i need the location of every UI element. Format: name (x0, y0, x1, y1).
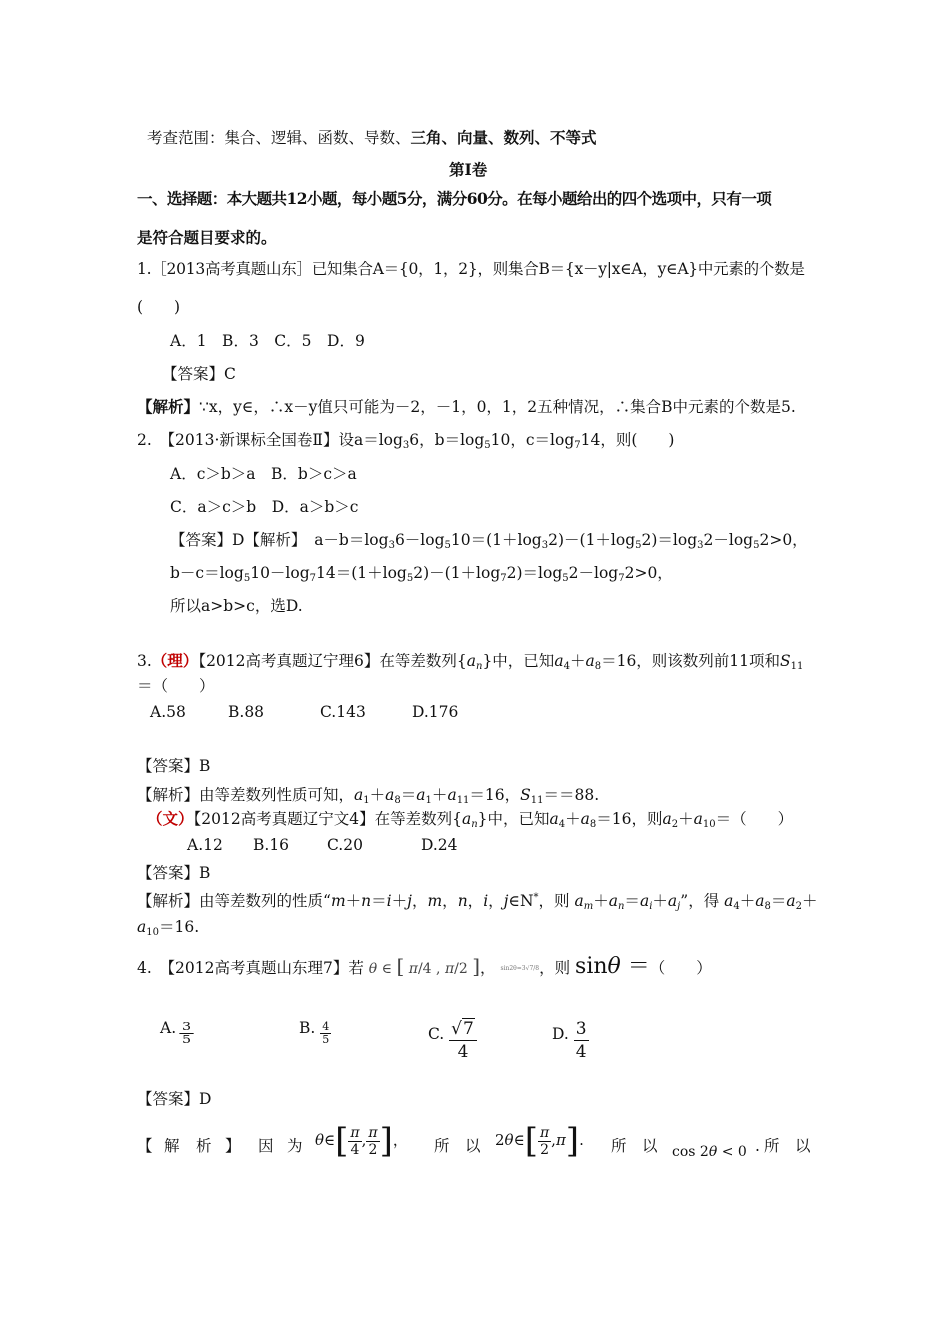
sin-theta-expr: sinθ ＝ (575, 954, 650, 979)
q2-analysis-line2: $b-c=\log_510-\log_714=(1+\log_52)-(1+\log_72)=\log_52-\log_72>0$， (170, 564, 673, 584)
q4-option-a-label: A. (160, 1019, 177, 1037)
q2-answer: 【答案】D【解析】 (170, 531, 299, 549)
scope-bold: 三角、向量、数列、不等式 (410, 128, 597, 147)
q3-stem: 3.（理）【2012高考真题辽宁理6】在等差数列$\{a_n\}$中，已知$a_4+a_8=16$，则该数列前11项和$S_{11}$ (137, 651, 804, 672)
scope-plain: 考查范围：集合、逻辑、函数、导数、 (147, 129, 411, 147)
q1-analysis-label: 【解析】 (137, 397, 200, 416)
q2-stem-text: 2. 【2013·新课标全国卷Ⅱ】设a＝log (137, 431, 403, 449)
q4-analysis-word-4: 】 (225, 1137, 241, 1155)
q1-options: A．1 B．3 C．5 D．9 (170, 332, 365, 350)
q1-analysis (137, 397, 796, 417)
cos-condition: cos 2θ < 0 (672, 1144, 747, 1160)
frac-3-5: $\frac{3}{5}$ (179, 1021, 193, 1046)
q3w-analysis-text: 【解析】由等差数列的性质“ (137, 892, 331, 910)
q3w-tag: （文） (147, 809, 194, 828)
q3-analysis: 【解析】由等差数列性质可知，$a_1+a_8=a_1+a_{11}=16$，$S_{11}==88$. (137, 786, 600, 806)
q3-stem-cont: ＝（ ） (137, 677, 215, 695)
q3-option-b: B.88 (228, 703, 265, 721)
q2-conclusion: 所以a>b>c，选D. (170, 597, 303, 615)
q2-options-2: C．a＞c＞b D．a＞b＞c (170, 498, 359, 516)
q2-answer-analysis: 【答案】D【解析】 $a-b=\log_36-\log_510=(1+\log_32)-(1+\log_52)=\log_32-\log_52>0$， (170, 531, 808, 551)
q4-option-c (428, 1018, 477, 1063)
sin2theta-condition: sin2θ=3√7/8 (500, 965, 540, 972)
q4-stem: 4. 【2012高考真题山东理7】若 θ ∈ [ π/4 , π/2 ]， sin2θ=3√7/8，则 sinθ ＝（ ） (137, 954, 712, 979)
q3w-options (187, 835, 458, 855)
q2-stem: 2. 【2013·新课标全国卷Ⅱ】设$a=\log_36$，$b=\log_510$，$c=\log_714$，则( ) (137, 431, 675, 451)
q3-tag: （理） (151, 651, 199, 670)
q3w-option-c: C.20 (327, 836, 363, 854)
theta-range: θ ∈ [ π/4 , π/2 ] (368, 954, 481, 978)
theta-interval: θ∈[ $\frac{\pi}{4}$ , $\frac{\pi}{2}$ ]， (315, 1121, 408, 1161)
frac-sqrt7-4: $\frac{√7}{4}$ (449, 1018, 477, 1063)
q3w-option-a: A.12 (187, 836, 223, 854)
q4-option-a (160, 1018, 192, 1046)
q3w-source: 【2012高考真题辽宁文4】在等差数列{ (193, 810, 462, 828)
q4-option-d (552, 1018, 589, 1063)
q3w-option-d: D.24 (421, 836, 458, 854)
q3-source: 【2012高考真题辽宁理6】在等差数列{ (198, 652, 467, 670)
q3w-option-b: B.16 (253, 836, 290, 854)
volume-title: 第Ⅰ卷 (449, 160, 488, 179)
q4-analysis-word-1: 【 (137, 1137, 153, 1155)
q4-stem-text: 4. 【2012高考真题山东理7】若 (137, 959, 364, 977)
q4-analysis-word-3: 析 (196, 1137, 212, 1155)
q4-so-3: 所 以 (764, 1137, 811, 1155)
q1-answer: 【答案】C (162, 365, 236, 383)
q4-analysis-word-6: 为 (287, 1137, 303, 1155)
section-heading: 一、选择题：本大题共12小题，每小题5分，满分60分。在每小题给出的四个选项中，只有一项 (137, 189, 772, 208)
scope-line (147, 128, 597, 148)
q3-analysis-text: 【解析】由等差数列性质可知， (137, 786, 355, 804)
q3-options (150, 702, 458, 722)
q3-number: 3. (137, 652, 152, 670)
q3-option-d: D.176 (412, 703, 459, 721)
frac-4-5: $\frac{4}{5}$ (322, 1020, 330, 1046)
q4-answer: 【答案】D (137, 1090, 212, 1108)
frac-3-4: $\frac{3}{4}$ (575, 1019, 587, 1062)
q1-paren: ( ) (137, 298, 181, 316)
q4-option-c-label: C. (428, 1025, 445, 1043)
q3w-analysis-cont: $a_{10}=16$. (137, 918, 200, 938)
q3-option-a: A.58 (150, 703, 186, 721)
q4-option-d-label: D. (552, 1025, 569, 1043)
q4-option-b (299, 1018, 331, 1046)
q4-option-b-label: B. (299, 1019, 316, 1037)
q3w-stem: （文）【2012高考真题辽宁文4】在等差数列$\{a_n\}$中，已知$a_4+a_8=16$，则$a_2+a_{10}=$（ ） (147, 809, 794, 830)
q4-so-1: 所 以 (434, 1137, 481, 1155)
q3w-answer: 【答案】B (137, 864, 211, 882)
q2-options-1: A．c＞b＞a B．b＞c＞a (170, 465, 357, 483)
q3w-analysis: 【解析】由等差数列的性质“m＋n＝i＋j，m，n，i，j∈N*，则 $a_m+a_n=a_i+a_j$”，得 $a_4+a_8=a_2+$ (137, 892, 818, 912)
q4-so-2: 所 以 (611, 1137, 658, 1155)
q4-analysis-word-5: 因 (258, 1137, 274, 1155)
q3-answer: 【答案】B (137, 757, 211, 775)
q1-stem: 1.［2013高考真题山东］已知集合A＝{0，1，2}，则集合B＝{x－y|x∈A，y∈A}中元素的个数是 (137, 260, 805, 278)
q4-analysis-word-2: 解 (164, 1137, 180, 1155)
section-heading-cont: 是符合题目要求的。 (137, 228, 277, 247)
q3-option-c: C.143 (320, 703, 366, 721)
q3-analysis-tail: ＝＝88. (543, 786, 600, 804)
q1-analysis-text: ∵x，y∈，∴x－y值只可能为－2，－1，0，1，2五种情况，∴集合B中元素的个数是5. (199, 398, 796, 416)
two-theta-interval: 2θ∈[ $\frac{\pi}{2}$ ,π]. (495, 1121, 584, 1161)
